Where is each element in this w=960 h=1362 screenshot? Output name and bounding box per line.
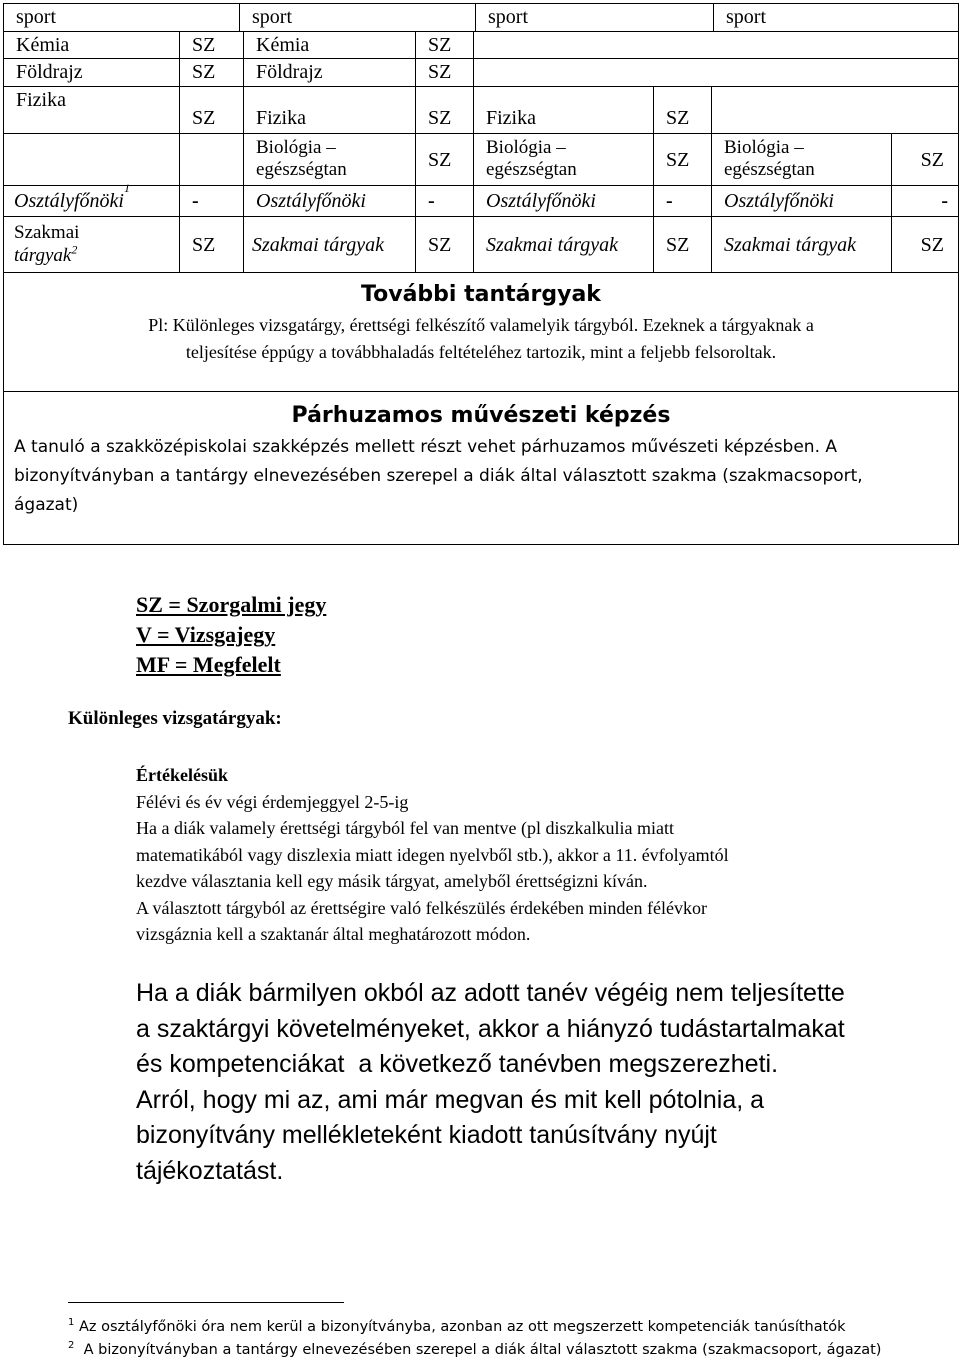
paragraph-line: Ha a diák bármilyen okból az adott tanév végéig nem teljesítette <box>136 979 845 1007</box>
table-cell <box>244 186 416 216</box>
paragraph-line: bizonyítvány mellékleteként kiadott tanúsítvány nyújt <box>136 1121 717 1149</box>
evaluation-line: vizsgáznia kell a szaktanár által meghatározott módon. <box>136 924 531 944</box>
evaluation-line: matematikából vagy diszlexia miatt idegen nyelvből stb.), akkor a 11. évfolyamtól <box>136 844 729 865</box>
evaluation-block <box>136 762 916 948</box>
table-cell <box>474 87 654 133</box>
table-cell <box>712 186 892 216</box>
table-cell <box>180 87 244 133</box>
footnote-1 <box>68 1314 846 1336</box>
section-text: teljesítése éppúgy a továbbhaladás feltételéhez tartozik, mint a feljebb felsoroltak. <box>185 342 777 362</box>
table-cell <box>416 217 474 272</box>
cell-text: sport <box>16 6 56 28</box>
section-title: Párhuzamos művészeti képzés <box>291 403 671 428</box>
cell-text: sport <box>252 6 292 28</box>
table-cell <box>654 87 712 133</box>
cell-text: Kémia <box>16 34 70 56</box>
evaluation-line: Félévi és év végi érdemjeggyel 2-5-ig <box>136 791 409 812</box>
footnote-number: 2 <box>68 1340 75 1351</box>
cell-text: Kémia <box>256 34 310 56</box>
cell-mark: - <box>192 190 199 212</box>
cell-text: Fizika <box>16 89 66 111</box>
table-cell <box>240 4 476 31</box>
table-cell <box>180 186 244 216</box>
cell-text-italic <box>14 244 77 267</box>
cell-text: egészségtan <box>256 159 347 180</box>
table-row-sport <box>4 4 958 32</box>
footnote-separator <box>68 1302 344 1303</box>
table-cell <box>416 59 474 86</box>
footnote-text: Az osztályfőnöki óra nem kerül a bizonyítványba, azonban az ott megszerzett kompetenciák tanúsíthatók <box>74 1318 846 1335</box>
cell-mark: SZ <box>666 148 690 171</box>
table-cell <box>180 59 244 86</box>
cell-mark: SZ <box>192 107 216 129</box>
cell-text: Fizika <box>256 107 306 129</box>
cell-mark: SZ <box>428 61 452 83</box>
cell-text: Biológia – <box>724 137 804 158</box>
cell-text: Földrajz <box>256 61 323 83</box>
evaluation-line: Ha a diák valamely érettségi tárgyból fel van mentve (pl diszkalkulia miatt <box>136 818 674 838</box>
curriculum-table <box>3 3 959 545</box>
evaluation-line: A választott tárgyból az érettségire való felkészülés érdekében minden félévkor <box>136 897 707 918</box>
table-cell <box>416 87 474 133</box>
table-cell-empty <box>4 134 180 185</box>
table-row-szakmai <box>4 217 958 273</box>
cell-text: Szakmai tárgyak <box>724 233 857 256</box>
section-text: A tanuló a szakközépiskolai szakképzés mellett részt vehet párhuzamos művészeti képzésben. A <box>14 437 838 457</box>
table-row-osztalyfonoki <box>4 181 958 217</box>
table-cell <box>712 134 892 185</box>
cell-mark: SZ <box>920 233 944 256</box>
cell-text: Osztályfőnöki <box>724 190 834 212</box>
table-cell <box>476 4 714 31</box>
table-cell <box>474 186 654 216</box>
evaluation-heading: Értékelésük <box>136 765 228 785</box>
table-cell <box>714 4 958 31</box>
footnote-ref: 2 <box>71 242 78 257</box>
table-row-kemia <box>4 32 958 59</box>
footnote-text: A bizonyítványban a tantárgy elnevezésében szerepel a diák által választott szakma (szakmacsoport, ágazat) <box>74 1341 882 1358</box>
remediation-paragraph <box>136 976 936 1189</box>
cell-mark: SZ <box>666 107 690 129</box>
table-cell: Osztályfőnöki 1 <box>4 186 180 216</box>
paragraph-line: és kompetenciákat a következő tanévben megszerezheti. <box>136 1050 779 1078</box>
cell-mark: - <box>428 190 435 212</box>
special-exam-heading: Különleges vizsgatárgyak: <box>68 708 282 729</box>
table-cell-empty <box>180 134 244 185</box>
table-cell <box>4 87 180 133</box>
cell-text: Osztályfőnöki <box>256 190 366 212</box>
cell-text: Szakmai tárgyak <box>486 233 619 256</box>
table-cell-empty <box>474 59 958 86</box>
paragraph-line: Arról, hogy mi az, ami már megvan és mit kell pótolnia, a <box>136 1085 765 1114</box>
table-cell <box>244 134 416 185</box>
cell-mark: SZ <box>428 233 452 256</box>
paragraph-line: a szaktárgyi követelményeket, akkor a hiányzó tudástartalmakat <box>136 1014 845 1043</box>
table-cell <box>4 59 180 86</box>
cell-mark: - <box>666 190 673 212</box>
cell-mark: SZ <box>192 34 216 56</box>
table-cell <box>892 134 958 185</box>
table-cell-empty <box>474 32 958 58</box>
table-cell <box>416 32 474 58</box>
table-cell <box>892 217 958 272</box>
legend-item: SZ = Szorgalmi jegy <box>136 592 327 617</box>
cell-text: Osztályfőnöki <box>486 190 596 212</box>
table-cell <box>244 59 416 86</box>
cell-text: Földrajz <box>16 61 83 83</box>
table-cell <box>654 217 712 272</box>
grade-legend <box>136 590 326 680</box>
table-cell <box>654 134 712 185</box>
legend-item: V = Vizsgajegy <box>136 622 276 647</box>
table-cell <box>180 32 244 58</box>
cell-mark: SZ <box>192 61 216 83</box>
table-cell <box>4 4 240 31</box>
table-cell <box>4 32 180 58</box>
cell-mark: SZ <box>192 233 216 256</box>
cell-mark: SZ <box>428 34 452 56</box>
section-title: További tantárgyak <box>361 282 601 307</box>
cell-text: egészségtan <box>724 159 815 180</box>
paragraph-line: tájékoztatást. <box>136 1156 284 1185</box>
table-cell-empty <box>712 87 958 133</box>
cell-text: Szakmai <box>14 222 80 243</box>
table-cell <box>244 32 416 58</box>
table-row-foldrajz <box>4 59 958 87</box>
cell-text: Fizika <box>486 107 536 129</box>
table-cell <box>474 134 654 185</box>
table-cell <box>474 217 654 272</box>
cell-text: egészségtan <box>486 159 577 180</box>
footnote-number: 1 <box>68 1317 75 1328</box>
cell-text: Szakmai tárgyak <box>252 233 385 256</box>
section-tovabbi-tantargyak <box>4 273 958 392</box>
cell-mark: SZ <box>428 148 452 171</box>
table-cell <box>416 134 474 185</box>
table-row-biologia <box>4 134 958 186</box>
cell-mark: SZ <box>920 148 944 171</box>
cell-text: tárgyak <box>14 245 72 266</box>
table-cell <box>244 87 416 133</box>
section-text: Pl: Különleges vizsgatárgy, érettségi felkészítő valamelyik tárgyból. Ezeknek a tárgyaknak a <box>148 315 814 335</box>
table-cell <box>654 186 712 216</box>
table-cell <box>892 186 958 216</box>
section-text: bizonyítványban a tantárgy elnevezésében szerepel a diák által választott szakma (szakmacsoport, <box>14 466 863 486</box>
section-parhuzamos-kepzes <box>4 392 958 544</box>
cell-mark: - <box>941 190 948 212</box>
cell-text: sport <box>488 6 528 28</box>
legend-item: MF = Megfelelt <box>136 652 281 677</box>
cell-text: Osztályfőnöki <box>14 190 124 212</box>
cell-text: sport <box>726 6 766 28</box>
section-text: ágazat) <box>14 495 79 515</box>
table-cell <box>180 217 244 272</box>
table-cell <box>712 217 892 272</box>
table-cell <box>244 217 416 272</box>
table-row-fizika <box>4 87 958 134</box>
table-cell <box>4 217 180 272</box>
footnote-2 <box>68 1337 881 1359</box>
cell-mark: SZ <box>666 233 690 256</box>
cell-text: Biológia – <box>256 137 336 158</box>
cell-mark: SZ <box>428 107 452 129</box>
cell-text: Biológia – <box>486 137 566 158</box>
evaluation-line: kezdve választania kell egy másik tárgyat, amelyből érettségizni kíván. <box>136 871 648 891</box>
table-cell <box>416 186 474 216</box>
